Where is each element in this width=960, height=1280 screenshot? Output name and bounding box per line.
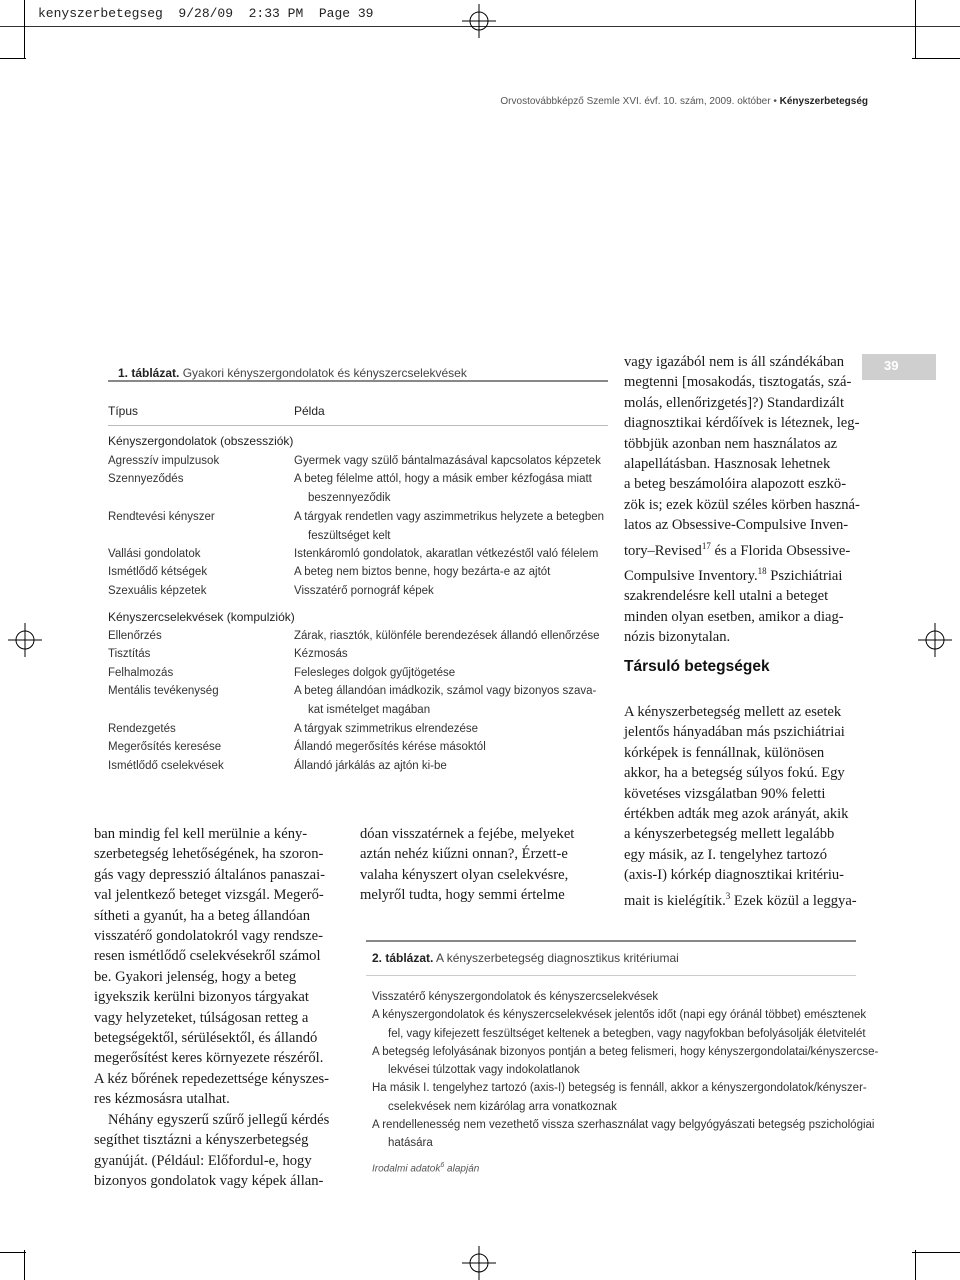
text-line: aztán nehéz kiűzni onnan?, Érzett-e [360, 846, 568, 863]
text-line [624, 561, 864, 586]
middle-column [360, 824, 600, 906]
table1-type-cell: Szennyeződés [108, 473, 184, 485]
text-line: minden olyan esetben, amikor a diag- [624, 608, 844, 625]
table1-col-type: Típus [108, 404, 139, 418]
text-line: resen ismétlődő cselekvésekről számol [94, 948, 321, 965]
table1-example-cell: Állandó járkálás az ajtón ki-be [294, 760, 447, 772]
text-line: visszatérő gondolatokról vagy rendsze- [94, 928, 323, 945]
citation-superscript: 3 [725, 890, 731, 901]
text-line: szerbetegség lehetőségének, ha szoron- [94, 846, 324, 863]
criteria-line: Ha másik I. tengelyhez tartozó (axis-I) betegség is fennáll, akkor a kényszergondolatok/kényszer- [372, 1082, 867, 1095]
table2-footnote [372, 1162, 479, 1174]
crop-mark [912, 1252, 960, 1253]
registration-mark-icon [462, 4, 496, 38]
text-line: gyanúját. (Például: Előfordul-e, hogy [94, 1152, 312, 1169]
criteria-line: A kényszergondolatok és kényszercselekvések jelentős időt (napi egy óránál többet) emésztenek [372, 1009, 867, 1022]
text-line: diagnosztikai kérdőívek is léteznek, leg- [624, 415, 860, 432]
table1-category: Kényszercselekvések (kompulziók) [108, 610, 295, 624]
table1-title [118, 366, 471, 380]
text-line: latos az Obsessive-Compulsive Inven- [624, 517, 849, 534]
crop-mark [912, 58, 960, 59]
table1-type-cell: Megerősítés keresése [108, 741, 222, 753]
table1-example-cell: A beteg félelme attól, hogy a másik ember kézfogása miatt [294, 473, 592, 485]
journal-info: Orvostovábbképző Szemle XVI. évf. 10. szám, 2009. október [500, 96, 771, 107]
crop-mark [0, 1252, 26, 1253]
table1-example-cell: A tárgyak szimmetrikus elrendezése [294, 723, 479, 735]
table1-example-cell: Állandó megerősítés kérése másoktól [294, 741, 486, 753]
ref-text: tory–Revised [624, 542, 702, 559]
footnote-text: alapján [444, 1163, 480, 1175]
right-column-top [624, 352, 864, 647]
table1-example-cell: feszültséget kelt [308, 530, 391, 542]
table1-type-cell: Vallási gondolatok [108, 548, 201, 560]
text-line: (axis-I) kórkép diagnosztikai kritériu- [624, 867, 845, 884]
text-line: zök is; ezek közül széles körben haszná- [624, 496, 860, 513]
text-line: melyről tudta, hogy semmi értelme [360, 887, 565, 904]
table2-label: 2. táblázat. [372, 951, 434, 965]
table1-type-cell: Ellenőrzés [108, 630, 162, 642]
crop-mark [915, 1250, 916, 1280]
table2-title [372, 951, 679, 965]
page-number: 39 [884, 358, 899, 373]
right-column-bottom [624, 702, 864, 911]
criteria-line: hatására [388, 1137, 433, 1150]
page-number-tab [862, 354, 936, 380]
table1-category: Kényszergondolatok (obszessziók) [108, 434, 294, 448]
table1-example-cell: A beteg nem biztos benne, hogy bezárta-e az ajtót [294, 566, 551, 578]
ref-text: és a Florida Obsessive- [710, 542, 851, 559]
table1-type-cell: Szexuális képzetek [108, 585, 207, 597]
left-paragraph-1 [94, 824, 344, 1110]
text-line: a beteg beszámolóira alapozott eszkö- [624, 476, 847, 493]
text-line: Néhány egyszerű szűrő jellegű kérdés [108, 1111, 330, 1128]
text-line: valaha kényszert olyan cselekvésre, [360, 866, 569, 883]
left-paragraph-2 [94, 1110, 344, 1192]
crop-mark [24, 1250, 25, 1280]
criteria-line: lekvései túlzottak vagy indokolatlanok [388, 1064, 580, 1077]
text-line: követéses vizsgálatban 90% feletti [624, 785, 826, 802]
bullet-icon: • [773, 96, 777, 107]
running-head [500, 96, 868, 107]
text-line: alapellátásban. Hasznosak lehetnek [624, 456, 831, 473]
text-line: betegségektől, sérülésektől, és állandó [94, 1030, 318, 1047]
table1-type-cell: Mentális tevékenység [108, 685, 219, 697]
text-line [624, 536, 864, 561]
text-line: segíthet tisztázni a kényszerbetegség [94, 1132, 309, 1149]
text-line: dóan visszatérnek a fejébe, melyeket [360, 826, 575, 842]
table2-caption: A kényszerbetegség diagnosztikus kritériumai [436, 951, 679, 965]
text-line: molás, ellenőrizgetés]?) Standardizált [624, 394, 845, 411]
ref-text: mait is kielégítik. [624, 892, 726, 909]
table1-example-cell: Kézmosás [294, 648, 348, 660]
text-line: szakrendelésre kell utalni a beteget [624, 588, 829, 605]
right-paragraph-1 [624, 352, 864, 536]
citation-superscript: 18 [757, 565, 767, 576]
criteria-line: Visszatérő kényszergondolatok és kényszercselekvések [372, 991, 659, 1003]
registration-mark-icon [918, 623, 952, 657]
right-paragraph-2 [624, 702, 864, 886]
table1-example-cell: Felesleges dolgok gyűjtögetése [294, 667, 456, 679]
text-line: nózis bizonytalan. [624, 629, 731, 645]
text-line: igyekszik kerülni bizonyos tárgyakat [94, 989, 309, 1006]
ref-text: Pszichiátriai [766, 567, 843, 584]
table1-header-rule [108, 425, 608, 426]
criteria-line: A betegség lefolyásának bizonyos pontján a beteg felismeri, hogy kényszergondolatai/kényszercse- [372, 1045, 879, 1058]
text-line: megerősítést keres környezete részéről. [94, 1050, 324, 1067]
table1-type-cell: Agresszív impulzusok [108, 455, 220, 467]
left-column [94, 824, 344, 1191]
table1-type-cell: Ismétlődő cselekvések [108, 760, 224, 772]
text-line: többjük azonban nem használatos az [624, 435, 838, 452]
table1-type-cell: Tisztítás [108, 648, 151, 660]
registration-mark-icon [462, 1246, 496, 1280]
text-line: be. Gyakori jelenség, hogy a beteg [94, 968, 297, 985]
footnote-text: Irodalmi adatok [372, 1163, 441, 1175]
table1-type-cell: Felhalmozás [108, 667, 174, 679]
text-line: bizonyos gondolatok vagy képek állan- [94, 1172, 324, 1189]
crop-mark [915, 0, 916, 58]
section-topic: Kényszerbetegség [779, 96, 868, 107]
middle-paragraph [360, 824, 600, 906]
criteria-line: cselekvések nem kizárólag arra vonatkoznak [388, 1100, 617, 1113]
section-heading: Társuló betegségek [624, 658, 770, 675]
table1-type-cell: Rendtevési kényszer [108, 511, 215, 523]
text-line: értékben adták meg azok arányát, akik [624, 806, 849, 823]
text-line: akkor, ha a betegség súlyos fokú. Egy [624, 765, 845, 782]
table1-type-cell: Rendezgetés [108, 723, 176, 735]
text-line: kórképek is fennállnak, különösen [624, 744, 825, 761]
table1-col-example: Példa [294, 404, 325, 418]
printer-slug: kenyszerbetegseg 9/28/09 2:33 PM Page 39 [38, 6, 374, 21]
registration-mark-icon [8, 623, 42, 657]
text-line [624, 886, 864, 911]
text-line: jelentős hányadában más pszichiátriai [624, 724, 845, 741]
table1-example-cell: Gyermek vagy szülő bántalmazásával kapcsolatos képzetek [294, 455, 601, 467]
criteria-line: A rendellenesség nem vezethető vissza szerhasználat vagy belgyógyászati betegség pszichológiai [372, 1119, 875, 1132]
ref-text: Compulsive Inventory. [624, 567, 758, 584]
text-line: egy másik, az I. tengelyhez tartozó [624, 846, 828, 863]
table1-type-cell: Ismétlődő kétségek [108, 566, 208, 578]
table1-top-rule [108, 380, 608, 382]
text-line: a kényszerbetegség mellett legalább [624, 826, 835, 843]
ref-text: Ezek közül a leggya- [730, 892, 857, 909]
text-line: megtenni [mosakodás, tisztogatás, szá- [624, 374, 852, 391]
table1-example-cell: A tárgyak rendetlen vagy aszimmetrikus helyzete a betegben [294, 511, 605, 523]
table1-example-cell: beszennyeződik [308, 492, 391, 504]
table1-example-cell: Istenkáromló gondolatok, akaratlan vétkezéstől való félelem [294, 548, 599, 560]
right-paragraph-1-tail [624, 586, 864, 647]
text-line: val jelentkező beteget vizsgál. Megerő- [94, 887, 324, 904]
table1-caption: Gyakori kényszergondolatok és kényszercselekvések [182, 366, 467, 380]
crop-mark [24, 0, 25, 58]
citation-superscript: 6 [440, 1162, 445, 1169]
crop-mark [0, 58, 26, 59]
text-line: res kézmosásra utalhat. [94, 1091, 230, 1108]
text-line: A kényszerbetegség mellett az esetek [624, 704, 842, 720]
table1-example-cell: kat ismételget magában [308, 704, 431, 716]
table2-header-rule [366, 975, 856, 976]
text-line: vagy igazából nem is áll szándékában [624, 354, 845, 370]
table1-example-cell: Zárak, riasztók, különféle berendezések állandó ellenőrzése [294, 630, 600, 642]
text-line: vagy helyzeteket, túlságosan retteg a [94, 1009, 309, 1026]
table1-example-cell: Visszatérő pornográf képek [294, 585, 434, 597]
table1-label: 1. táblázat. [118, 366, 180, 380]
text-line: sítheti a gyanút, ha a beteg állandóan [94, 907, 310, 924]
table2-body [372, 988, 878, 1153]
text-line: gás vagy depresszió általános panaszai- [94, 866, 325, 883]
table1-example-cell: A beteg állandóan imádkozik, számol vagy bizonyos szava- [294, 685, 597, 697]
text-line: A kéz bőrének repedezettsége kényszes- [94, 1070, 330, 1087]
criteria-line: fel, vagy kifejezett feszültséget keltenek a betegben, vagy nagyfokban befolyásolják életvitelét [388, 1027, 866, 1040]
citation-superscript: 17 [701, 540, 711, 551]
text-line: ban mindig fel kell merülnie a kény- [94, 826, 308, 842]
